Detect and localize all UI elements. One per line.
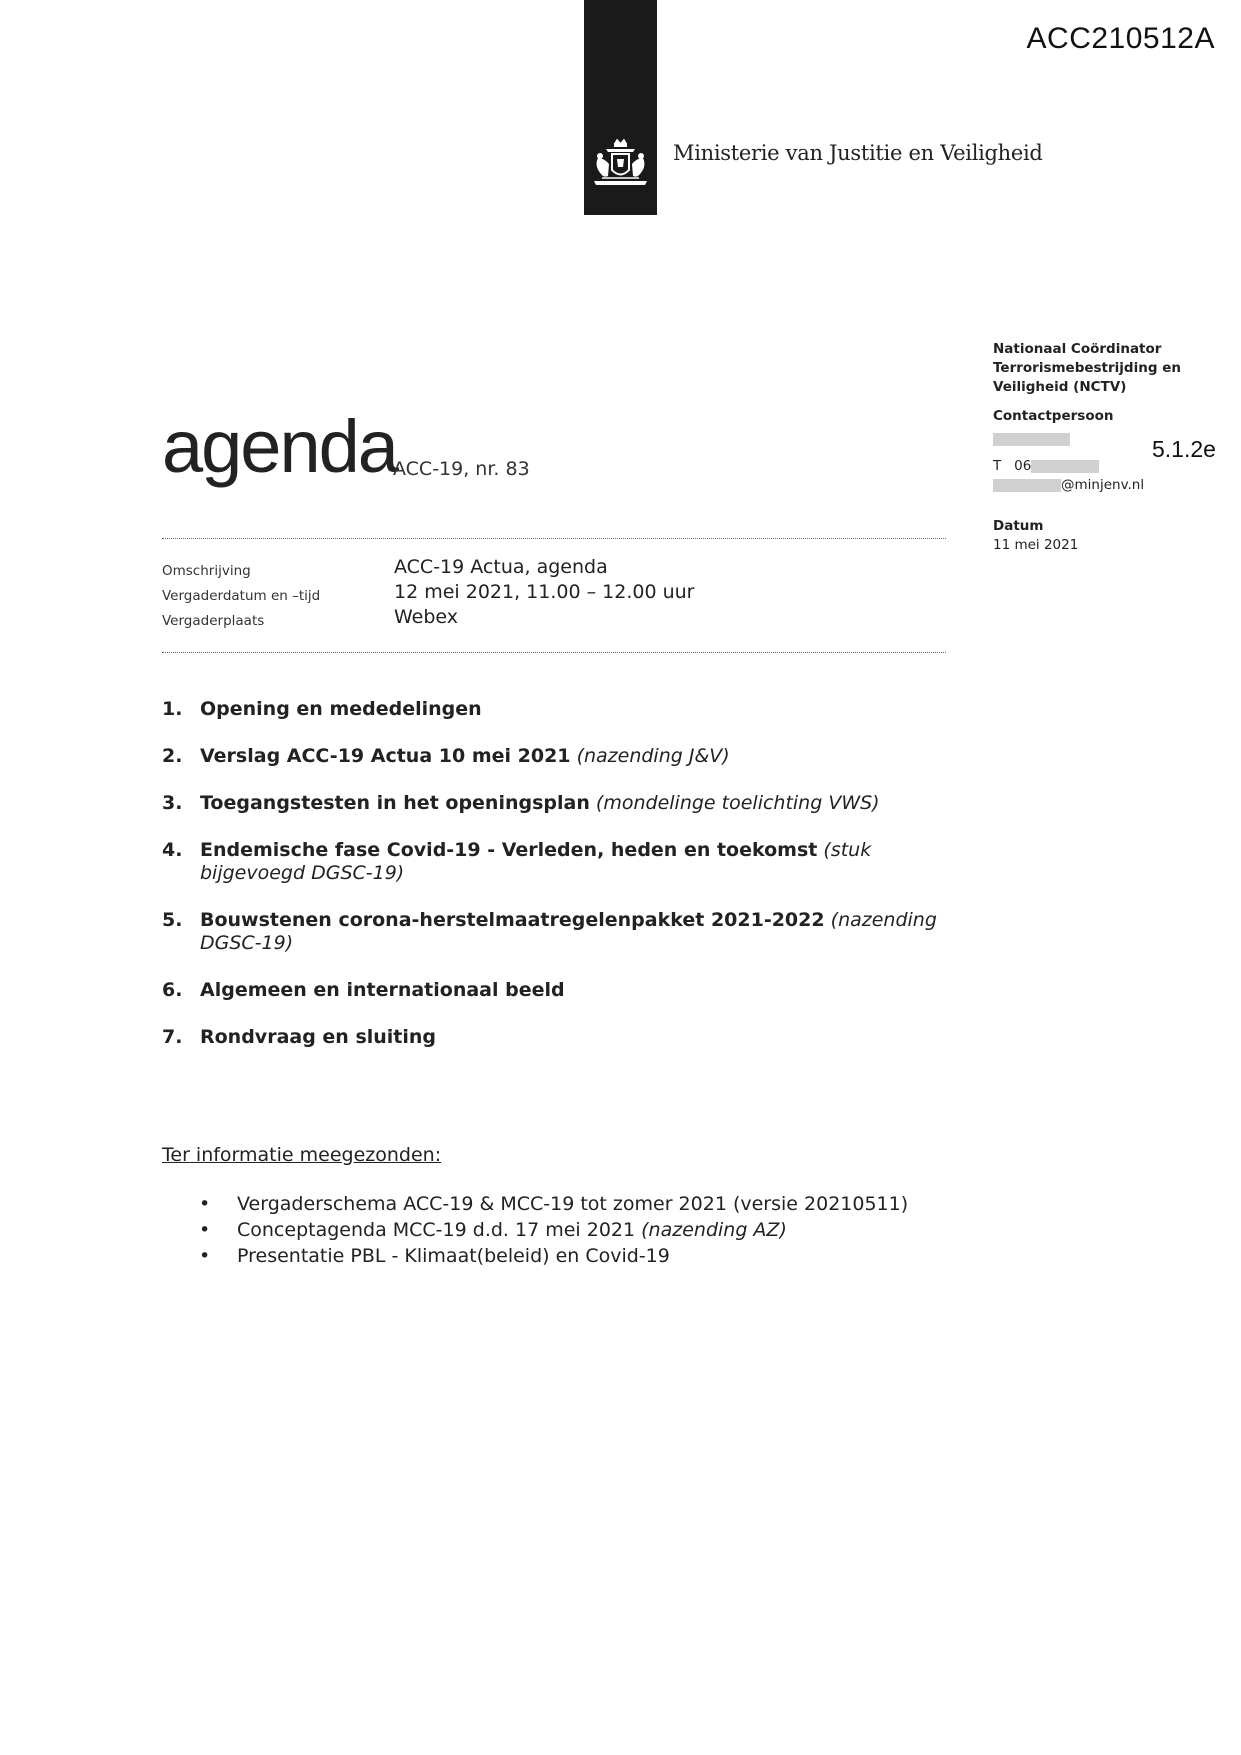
agenda-item (162, 1026, 962, 1049)
org-line: Nationaal Coördinator (993, 341, 1162, 357)
agenda-item (162, 839, 962, 885)
info-heading: Ter informatie meegezonden: (162, 1144, 442, 1166)
redacted-email (993, 479, 1061, 492)
bullet-icon: • (199, 1245, 211, 1267)
bullet-icon: • (199, 1193, 211, 1215)
meta-label-vergaderplaats: Vergaderplaats (162, 613, 265, 629)
item-title: Rondvraag en sluiting (200, 1026, 437, 1048)
agenda-title: agenda (162, 405, 397, 488)
item-number: 1. (162, 698, 183, 720)
redaction-code: 5.1.2e (1152, 436, 1216, 462)
agenda-item (162, 698, 962, 721)
item-number: 6. (162, 979, 183, 1001)
meta-value-vergaderdatum: 12 mei 2021, 11.00 – 12.00 uur (394, 581, 695, 603)
dutch-royal-coat-of-arms-icon (588, 136, 653, 196)
org-line: Terrorismebestrijding en (993, 360, 1181, 376)
item-title: Verslag ACC-19 Actua 10 mei 2021 (200, 745, 571, 767)
date-value: 11 mei 2021 (993, 537, 1079, 553)
agenda-item (162, 979, 962, 1002)
item-note: (mondelinge toelichting VWS) (595, 792, 880, 814)
bottom-divider (162, 652, 946, 653)
phone-value: 06 (1014, 458, 1032, 474)
top-divider (162, 538, 946, 539)
agenda-item (162, 909, 962, 955)
meta-value-omschrijving: ACC-19 Actua, agenda (394, 556, 608, 578)
item-note: (stuk bijgevoegd DGSC-19) (200, 839, 872, 884)
info-item-text: Conceptagenda MCC-19 d.d. 17 mei 2021 (237, 1219, 636, 1241)
info-item (162, 1191, 962, 1217)
item-title: Toegangstesten in het openingsplan (200, 792, 590, 814)
info-item-note: (nazending AZ) (641, 1219, 787, 1241)
agenda-item (162, 745, 962, 768)
item-number: 3. (162, 792, 183, 814)
item-note: (nazending J&V) (576, 745, 730, 767)
agenda-items (162, 698, 962, 1073)
item-title: Bouwstenen corona-herstelmaatregelenpakket 2021-2022 (200, 909, 825, 931)
contact-label: Contactpersoon (993, 408, 1114, 424)
meta-label-vergaderdatum: Vergaderdatum en –tijd (162, 588, 321, 604)
redacted-phone (1031, 460, 1099, 473)
bullet-icon: • (199, 1219, 211, 1241)
redacted-name (993, 433, 1070, 446)
agenda-number: ACC-19, nr. 83 (393, 458, 530, 480)
item-number: 2. (162, 745, 183, 767)
ministry-name: Ministerie van Justitie en Veiligheid (673, 141, 1043, 165)
item-title: Endemische fase Covid-19 - Verleden, heden en toekomst (200, 839, 818, 861)
date-label: Datum (993, 518, 1044, 534)
info-item-text: Presentatie PBL - Klimaat(beleid) en Covid-19 (237, 1245, 670, 1267)
info-item (162, 1217, 962, 1243)
org-line: Veiligheid (NCTV) (993, 379, 1127, 395)
info-list (162, 1191, 962, 1269)
info-item-text: Vergaderschema ACC-19 & MCC-19 tot zomer 2021 (versie 20210511) (237, 1193, 909, 1215)
email-suffix: @minjenv.nl (1061, 477, 1145, 493)
item-note: (nazending DGSC-19) (200, 909, 937, 954)
meta-value-vergaderplaats: Webex (394, 606, 459, 628)
item-number: 4. (162, 839, 183, 861)
item-title: Algemeen en internationaal beeld (200, 979, 565, 1001)
item-number: 5. (162, 909, 183, 931)
meta-label-omschrijving: Omschrijving (162, 563, 251, 579)
agenda-item (162, 792, 962, 815)
phone-prefix: T (993, 458, 1002, 474)
item-number: 7. (162, 1026, 183, 1048)
info-item (162, 1243, 962, 1269)
item-title: Opening en mededelingen (200, 698, 482, 720)
document-id: ACC210512A (1026, 22, 1215, 55)
